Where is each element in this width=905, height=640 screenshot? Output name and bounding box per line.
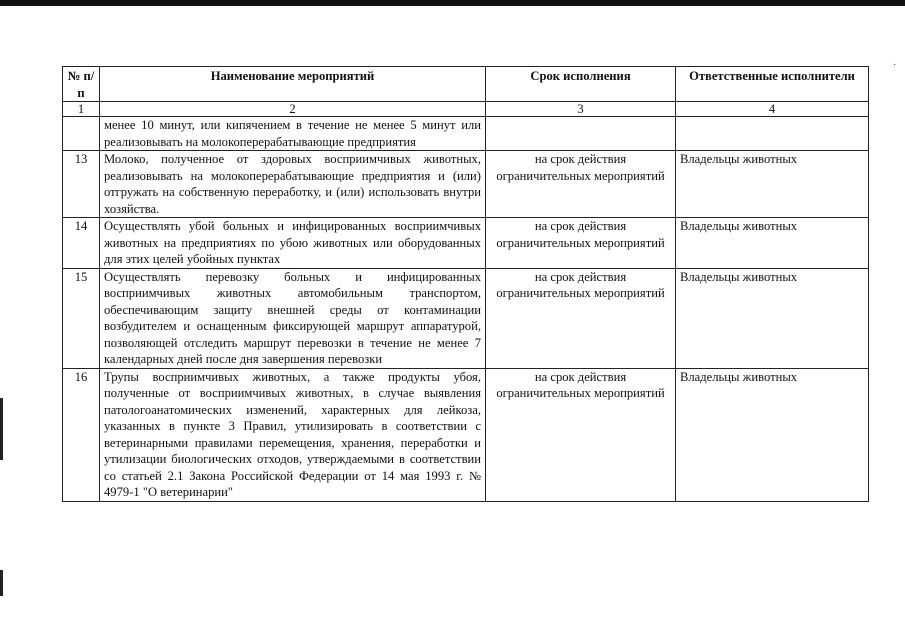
row-number: 14 [63, 218, 100, 269]
column-number: 2 [100, 102, 486, 117]
row-responsible: Владельцы животных [676, 151, 869, 218]
row-term: на срок действия ограничительных мероприятий [486, 218, 676, 269]
row-measure-text: Осуществлять убой больных и инфицированных восприимчивых животных на предприятиях по убою животных или оборудованных для этих целей убойных пунктах [100, 218, 486, 269]
column-number: 1 [63, 102, 100, 117]
row-responsible: Владельцы животных [676, 218, 869, 269]
header-term: Срок исполнения [486, 67, 676, 102]
row-measure-text: менее 10 минут, или кипячением в течение не менее 5 минут или реализовывать на молокоперерабатывающие предприятия [100, 117, 486, 151]
row-responsible: Владельцы животных [676, 368, 869, 501]
row-measure-text: Трупы восприимчивых животных, а также продукты убоя, полученные от восприимчивых животных, в случае выявления патологоанатомических изменений, характерных для лейкоза, указанных в пункте 3 Правил, утилизировать в соответствии с ветеринарными правилами перемещения, хранения, переработки и утилизации биологических отходов, утверждаемыми в соответствии со статьей 2.1 Закона Российской Федерации от 14 мая 1993 г. № 4979-1 "О ветеринарии" [100, 368, 486, 501]
column-number-row [63, 102, 869, 117]
table-header-row [63, 67, 869, 102]
row-number: 13 [63, 151, 100, 218]
row-number: 15 [63, 268, 100, 368]
scan-top-border [0, 0, 905, 6]
row-responsible [676, 117, 869, 151]
row-measure-text: Осуществлять перевозку больных и инфицированных восприимчивых животных автомобильным транспортом, обеспечивающим защиту внешней среды от контаминации возбудителем и оснащенным фиксирующей маршрут аппаратурой, позволяющей отследить маршрут перевозки в течение не менее 7 календарных дней после дня завершения перевозки [100, 268, 486, 368]
column-number: 3 [486, 102, 676, 117]
row-term: на срок действия ограничительных мероприятий [486, 151, 676, 218]
row-number: 16 [63, 368, 100, 501]
table-row [63, 268, 869, 368]
measures-table [62, 66, 869, 502]
row-measure-text: Молоко, полученное от здоровых восприимчивых животных, реализовывать на молокоперерабатывающие предприятия и (или) отгружать на собственную переработку, и (или) использовать внутри хозяйства. [100, 151, 486, 218]
table-row [63, 218, 869, 269]
row-number [63, 117, 100, 151]
scan-mark: · [893, 60, 897, 71]
header-measures: Наименование мероприятий [100, 67, 486, 102]
row-term: на срок действия ограничительных мероприятий [486, 268, 676, 368]
row-responsible: Владельцы животных [676, 268, 869, 368]
scan-left-mark [0, 570, 3, 596]
table-row [63, 117, 869, 151]
row-term: на срок действия ограничительных мероприятий [486, 368, 676, 501]
row-term [486, 117, 676, 151]
table-row [63, 368, 869, 501]
column-number: 4 [676, 102, 869, 117]
table-row [63, 151, 869, 218]
header-number: № п/п [63, 67, 100, 102]
header-responsible: Ответственные исполнители [676, 67, 869, 102]
scan-left-mark [0, 398, 3, 460]
